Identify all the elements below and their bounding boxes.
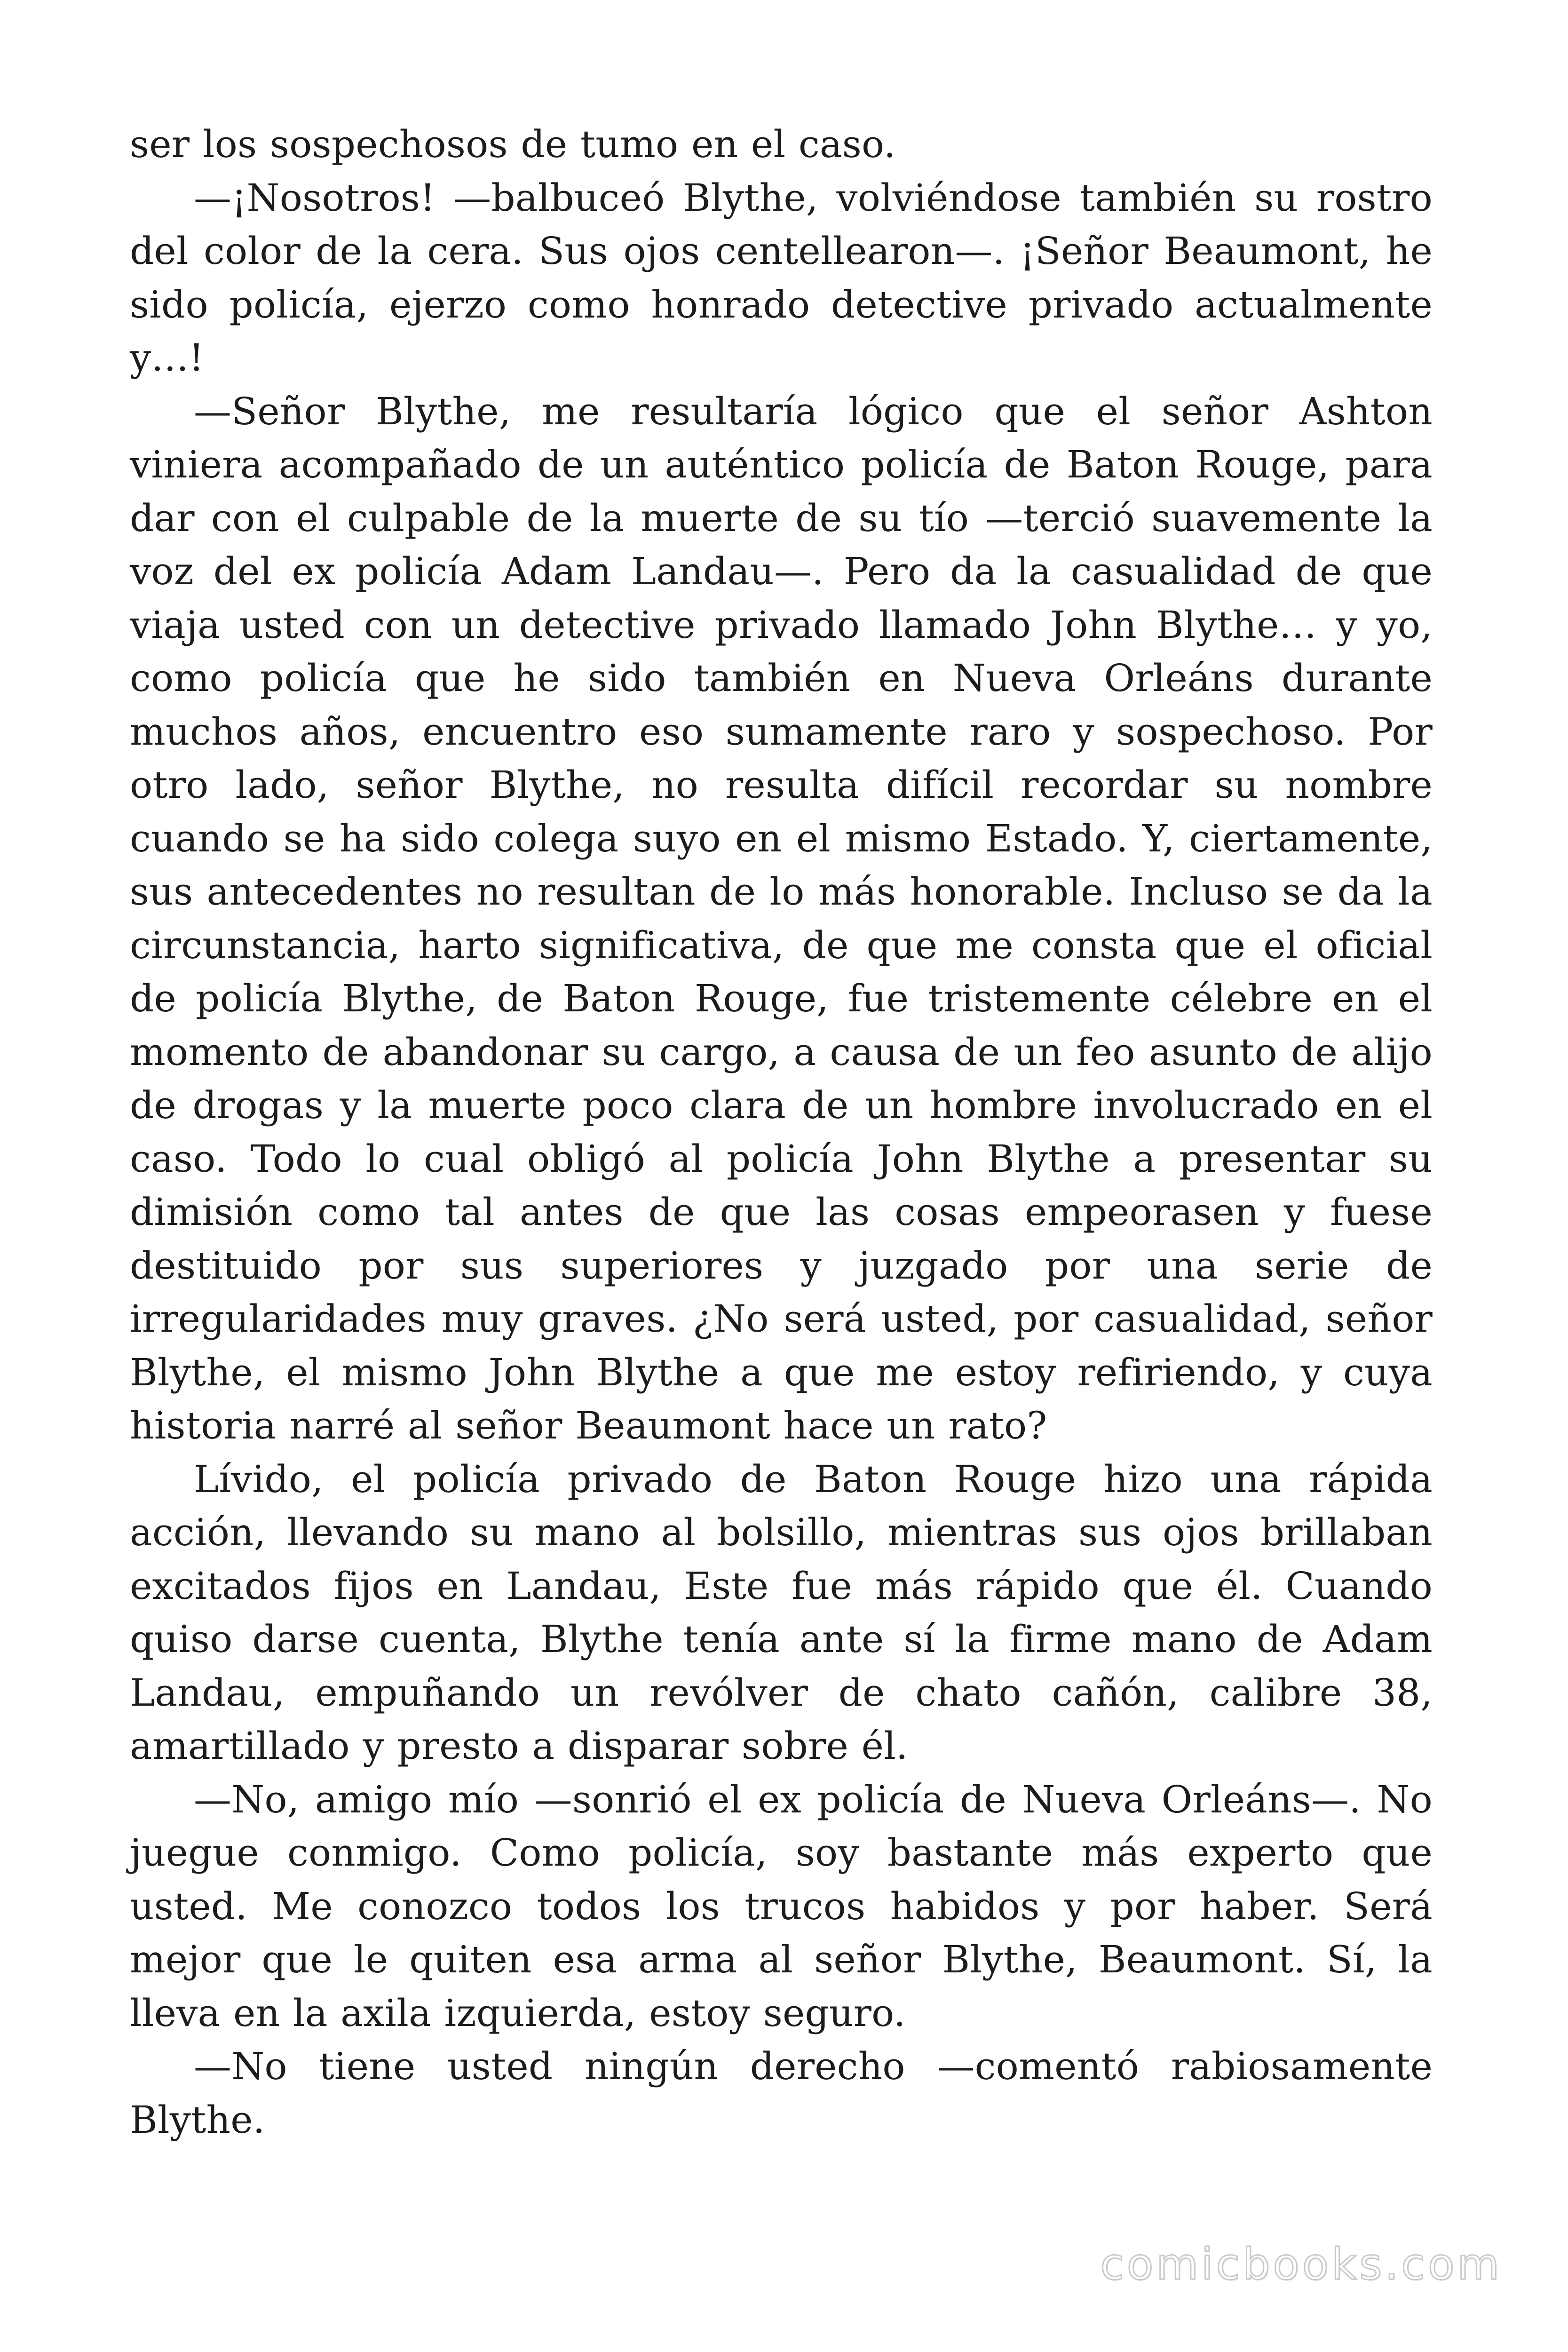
watermark-text: comicbooks.com <box>1100 2239 1502 2289</box>
paragraph-3: —Señor Blythe, me resultaría lógico que el señor Ashton viniera acompañado de un auténtico policía de Baton Rouge, para dar con el culpable de la muerte de su tío —terció suavemente la voz del ex policía Adam Landau—. Pero da la casualidad de que viaja usted con un detective privado llamado John Blythe… y yo, como policía que he sido también en Nueva Orleáns durante muchos años, encuentro eso sumamente raro y sospechoso. Por otro lado, señor Blythe, no resulta difícil recordar su nombre cuando se ha sido colega suyo en el mismo Estado. Y, ciertamente, sus antecedentes no resultan de lo más honorable. Incluso se da la circunstancia, harto significativa, de que me consta que el oficial de policía Blythe, de Baton Rouge, fue tristemente célebre en el momento de abandonar su cargo, a causa de un feo asunto de alijo de drogas y la muerte poco clara de un hombre involucrado en el caso. Todo lo cual obligó al policía John Blythe a presentar su dimisión como tal antes de que las cosas empeorasen y fuese destituido por sus superiores y juzgado por una serie de irregularidades muy graves. ¿No será usted, por casualidad, señor Blythe, el mismo John Blythe a que me estoy refiriendo, y cuya historia narré al señor Beaumont hace un rato? <box>130 389 1433 1447</box>
paragraph-5: —No, amigo mío —sonrió el ex policía de Nueva Orleáns—. No juegue conmigo. Como policía, soy bastante más experto que usted. Me conozco todos los trucos habidos y por haber. Será mejor que le quiten esa arma al señor Blythe, Beaumont. Sí, la lleva en la axila izquierda, estoy seguro. <box>130 1777 1433 2035</box>
body-text <box>130 118 1433 2146</box>
paragraph-4: Lívido, el policía privado de Baton Rouge hizo una rápida acción, llevando su mano al bolsillo, mientras sus ojos brillaban excitados fijos en Landau, Este fue más rápido que él. Cuando quiso darse cuenta, Blythe tenía ante sí la firme mano de Adam Landau, empuñando un revólver de chato cañón, calibre 38, amartillado y presto a disparar sobre él. <box>130 1457 1433 1768</box>
paragraph-2: —¡Nosotros! —balbuceó Blythe, volviéndose también su rostro del color de la cera. Sus ojos centellearon—. ¡Señor Beaumont, he sido policía, ejerzo como honrado detective privado actualmente y…! <box>130 175 1433 380</box>
paragraph-6: —No tiene usted ningún derecho —comentó rabiosamente Blythe. <box>130 2044 1433 2142</box>
paragraph-1: ser los sospechosos de tumo en el caso. <box>130 122 896 166</box>
